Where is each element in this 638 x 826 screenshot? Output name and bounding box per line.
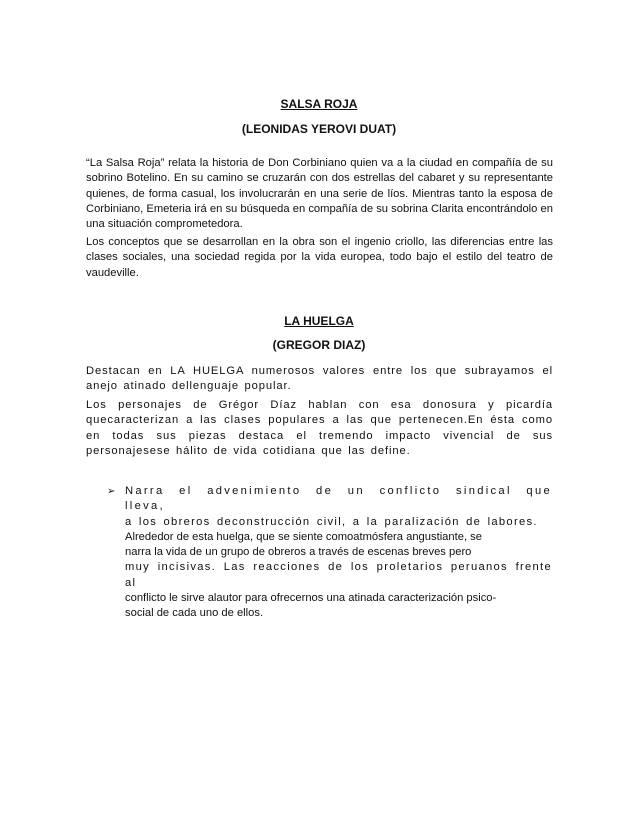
section-subtitle-author-yerovi: (LEONIDAS YEROVI DUAT) [241, 122, 397, 136]
arrow-bullet-icon: ➢ [107, 486, 116, 497]
bullet-line: narra la vida de un grupo de obreros a través de escenas breves pero [125, 546, 472, 559]
section-title-salsa-roja: SALSA ROJA [280, 97, 358, 111]
section-subtitle-author-diaz: (GREGOR DIAZ) [272, 338, 366, 352]
bullet-line: Narra el advenimiento de un conflicto sindical que lleva, [125, 485, 552, 513]
salsa-roja-summary-paragraph: “La Salsa Roja” relata la historia de Don Corbiniano quien va a la ciudad en compañía de su sobrino Botelino. En su camino se cruzarán con dos estrellas del cabaret y su representante quienes, de forma casual, los involucrarán en una serie de líos. Mientras tanto la esposa de Corbiniano, Emeteria irá en su búsqueda en compañía de su sobrina Clarita encontrándolo en una situación comprometedora. [86, 157, 553, 231]
bullet-line: Alrededor de esta huelga, que se siente comoatmósfera angustiante, se [125, 530, 482, 543]
la-huelga-characters-paragraph: Los personajes de Grégor Díaz hablan con esa donosura y picardía quecaracterizan a las clases populares a las que pertenecen.En ésta como en todas sus piezas destaca el tremendo impacto vivencial de sus personajesese hálito de vida cotidiana que las define. [86, 399, 553, 457]
bullet-line: a los obreros deconstrucción civil, a la paralización de labores. [125, 515, 538, 528]
bullet-line: muy incisivas. Las reacciones de los proletarios peruanos frente al [125, 561, 552, 589]
bullet-line: social de cada uno de ellos. [125, 607, 264, 620]
la-huelga-values-paragraph: Destacan en LA HUELGA numerosos valores entre los que subrayamos el anejo atinado dellenguaje popular. [86, 365, 553, 393]
bullet-text-block [125, 484, 552, 622]
bullet-line: conflicto le sirve alautor para ofrecernos una atinada caracterización psico- [125, 592, 497, 605]
section-title-la-huelga: LA HUELGA [284, 314, 354, 328]
salsa-roja-concepts-paragraph: Los conceptos que se desarrollan en la obra son el ingenio criollo, las diferencias entre las clases sociales, una sociedad regida por la vida europea, todo bajo el estilo del teatro de vaudeville. [86, 236, 553, 279]
